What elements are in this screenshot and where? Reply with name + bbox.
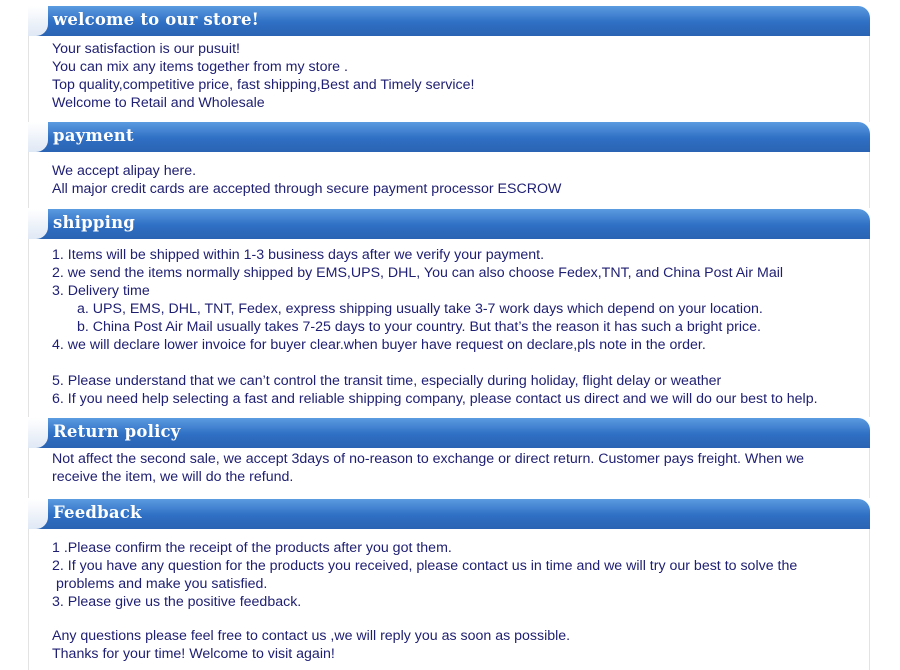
feedback-line: 3. Please give us the positive feedback. <box>52 594 302 610</box>
payment-header <box>28 122 870 152</box>
welcome-line: You can mix any items together from my store . <box>52 59 348 75</box>
feedback-body <box>28 529 870 670</box>
feedback-line: problems and make you satisfied. <box>56 576 268 592</box>
feedback-line: Thanks for your time! Welcome to visit again! <box>52 646 335 662</box>
feedback-title: Feedback <box>53 503 142 522</box>
feedback-header <box>28 499 870 529</box>
shipping-line: 3. Delivery time <box>52 283 150 299</box>
welcome-line: Your satisfaction is our pusuit! <box>52 41 240 57</box>
shipping-body <box>28 239 870 417</box>
shipping-subline: b. China Post Air Mail usually takes 7-25 days to your country. But that’s the reason it has such a bright price. <box>77 319 761 335</box>
shipping-line: 4. we will declare lower invoice for buyer clear.when buyer have request on declare,pls note in the order. <box>52 337 706 353</box>
return-policy-body <box>28 448 870 498</box>
shipping-title: shipping <box>53 213 136 232</box>
feedback-line: 1 .Please confirm the receipt of the products after you got them. <box>52 540 452 556</box>
payment-line: We accept alipay here. <box>52 163 197 179</box>
return-policy-line: Not affect the second sale, we accept 3days of no-reason to exchange or direct return. Customer pays freight. When we <box>52 451 805 467</box>
welcome-body <box>28 36 870 122</box>
welcome-line: Top quality,competitive price, fast shipping,Best and Timely service! <box>52 77 475 93</box>
shipping-line: 2. we send the items normally shipped by EMS,UPS, DHL, You can also choose Fedex,TNT, and China Post Air Mail <box>52 265 784 281</box>
shipping-subline: a. UPS, EMS, DHL, TNT, Fedex, express shipping usually take 3-7 work days which depend on your location. <box>77 301 763 317</box>
return-policy-line: receive the item, we will do the refund. <box>52 469 294 485</box>
payment-line: All major credit cards are accepted through secure payment processor ESCROW <box>52 181 562 197</box>
welcome-header <box>28 6 870 36</box>
welcome-title: welcome to our store! <box>53 10 260 29</box>
shipping-header <box>28 209 870 239</box>
shipping-line: 1. Items will be shipped within 1-3 business days after we verify your payment. <box>52 247 545 263</box>
payment-title: payment <box>53 126 134 145</box>
return-policy-header <box>28 418 870 448</box>
return-policy-title: Return policy <box>53 422 181 441</box>
shipping-line: 5. Please understand that we can’t control the transit time, especially during holiday, flight delay or weather <box>52 373 722 389</box>
welcome-line: Welcome to Retail and Wholesale <box>52 95 265 111</box>
feedback-line: 2. If you have any question for the products you received, please contact us in time and we will try our best to solve the <box>52 558 798 574</box>
feedback-line: Any questions please feel free to contact us ,we will reply you as soon as possible. <box>52 628 571 644</box>
payment-body <box>28 152 870 208</box>
shipping-line: 6. If you need help selecting a fast and reliable shipping company, please contact us direct and we will do our best to help. <box>52 391 818 407</box>
